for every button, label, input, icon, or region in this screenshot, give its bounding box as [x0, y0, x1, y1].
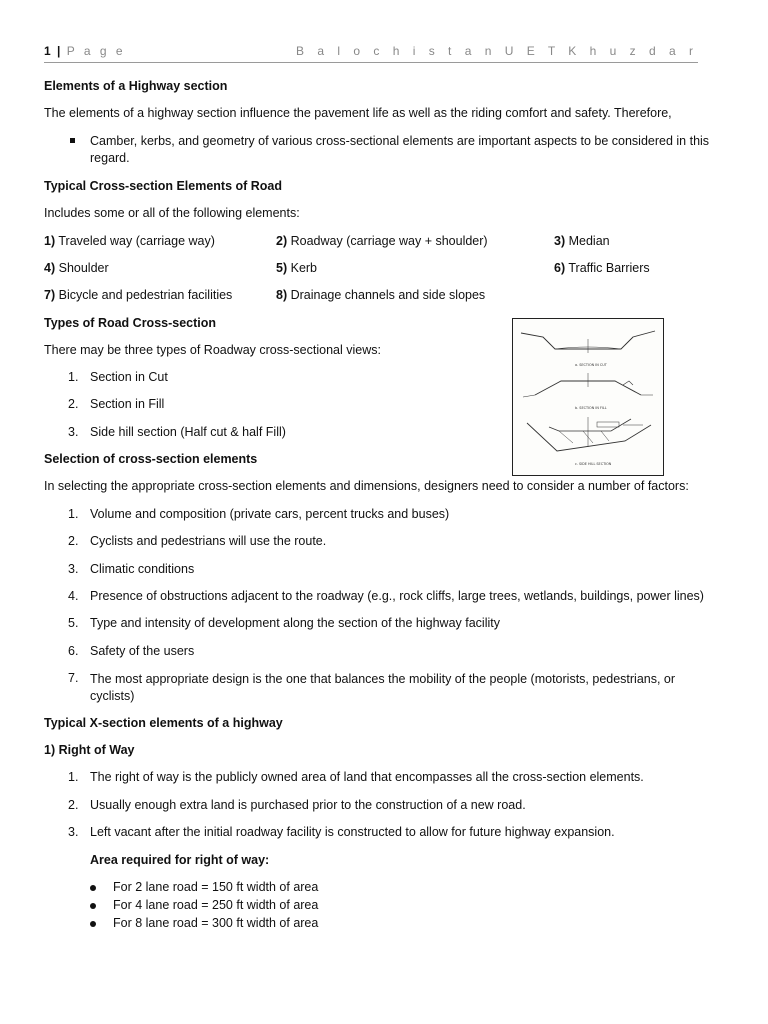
page-number-label: 1 | P a g e — [44, 44, 126, 58]
list-item: Section in Cut — [90, 370, 168, 384]
element-item-1: 1) Traveled way (carriage way) — [44, 234, 215, 248]
list-item: Side hill section (Half cut & half Fill) — [90, 425, 286, 439]
paragraph: The elements of a highway section influence the pavement life as well as the riding comfort and safety. Therefore, — [44, 106, 672, 120]
section-title: Typical X-section elements of a highway — [44, 716, 283, 730]
list-item: Type and intensity of development along the section of the highway facility — [90, 616, 500, 630]
page-word: P a g e — [66, 44, 126, 58]
page-number: 1 — [44, 44, 51, 58]
subsection-title: 1) Right of Way — [44, 743, 135, 757]
area-item: For 2 lane road = 150 ft width of area — [113, 880, 319, 894]
element-item-5: 5) Kerb — [276, 261, 318, 275]
list-item: Presence of obstructions adjacent to the roadway (e.g., rock cliffs, large trees, wetlands, buildings, power lines) — [90, 589, 704, 603]
list-number: 4. — [68, 589, 79, 603]
list-item: Climatic conditions — [90, 562, 195, 576]
page-header — [44, 44, 698, 63]
list-number: 1. — [68, 370, 79, 384]
side-hill-section-profile — [527, 423, 651, 451]
list-item: Safety of the users — [90, 644, 195, 658]
element-item-8: 8) Drainage channels and side slopes — [276, 288, 486, 302]
paragraph: In selecting the appropriate cross-section elements and dimensions, designers need to consider a number of factors: — [44, 479, 689, 493]
figure-caption: b. SECTION IN FILL — [575, 406, 607, 410]
element-item-3: 3) Median — [554, 234, 610, 248]
list-number: 2. — [68, 397, 79, 411]
element-item-4: 4) Shoulder — [44, 261, 109, 275]
bullet-marker — [90, 885, 96, 891]
bullet-marker — [70, 138, 75, 143]
bullet-marker — [90, 921, 96, 927]
section-title: Elements of a Highway section — [44, 79, 228, 93]
area-item: For 8 lane road = 300 ft width of area — [113, 916, 319, 930]
cross-section-diagram — [513, 319, 663, 475]
section-title: Typical Cross-section Elements of Road — [44, 179, 283, 193]
figure-caption: a. SECTION IN CUT — [575, 363, 607, 367]
area-item: For 4 lane road = 250 ft width of area — [113, 898, 319, 912]
list-number: 7. — [68, 671, 79, 685]
list-item: Section in Fill — [90, 397, 165, 411]
list-number: 5. — [68, 616, 79, 630]
element-item-2: 2) Roadway (carriage way + shoulder) — [276, 234, 488, 248]
cross-section-figure — [512, 318, 664, 476]
section-title: Selection of cross-section elements — [44, 452, 258, 466]
element-item-6: 6) Traffic Barriers — [554, 261, 650, 275]
list-number: 6. — [68, 644, 79, 658]
list-number: 2. — [68, 534, 79, 548]
bullet-marker — [90, 903, 96, 909]
list-number: 3. — [68, 425, 79, 439]
list-item: The right of way is the publicly owned area of land that encompasses all the cross-section elements. — [90, 770, 644, 784]
list-item: Usually enough extra land is purchased prior to the construction of a new road. — [90, 798, 526, 812]
section-title: Types of Road Cross-section — [44, 316, 217, 330]
bullet-text: Camber, kerbs, and geometry of various cross-sectional elements are important aspects to be considered in this regard. — [90, 134, 710, 165]
list-number: 2. — [68, 798, 79, 812]
list-number: 1. — [68, 770, 79, 784]
paragraph: There may be three types of Roadway cross-sectional views: — [44, 343, 381, 357]
list-number: 3. — [68, 562, 79, 576]
list-number: 3. — [68, 825, 79, 839]
paragraph: Includes some or all of the following elements: — [44, 206, 300, 220]
figure-caption: c. SIDE HILL SECTION — [575, 462, 612, 466]
area-title: Area required for right of way: — [90, 853, 270, 867]
element-item-7: 7) Bicycle and pedestrian facilities — [44, 288, 233, 302]
list-number: 1. — [68, 507, 79, 521]
institution-name: B a l o c h i s t a n U E T K h u z d a r — [296, 44, 698, 58]
list-item: The most appropriate design is the one that balances the mobility of the people (motorists, pedestrians, or cyclists) — [90, 672, 676, 703]
list-item: Left vacant after the initial roadway facility is constructed to allow for future highway expansion. — [90, 825, 615, 839]
list-item: Cyclists and pedestrians will use the route. — [90, 534, 327, 548]
list-item: Volume and composition (private cars, percent trucks and buses) — [90, 507, 450, 521]
